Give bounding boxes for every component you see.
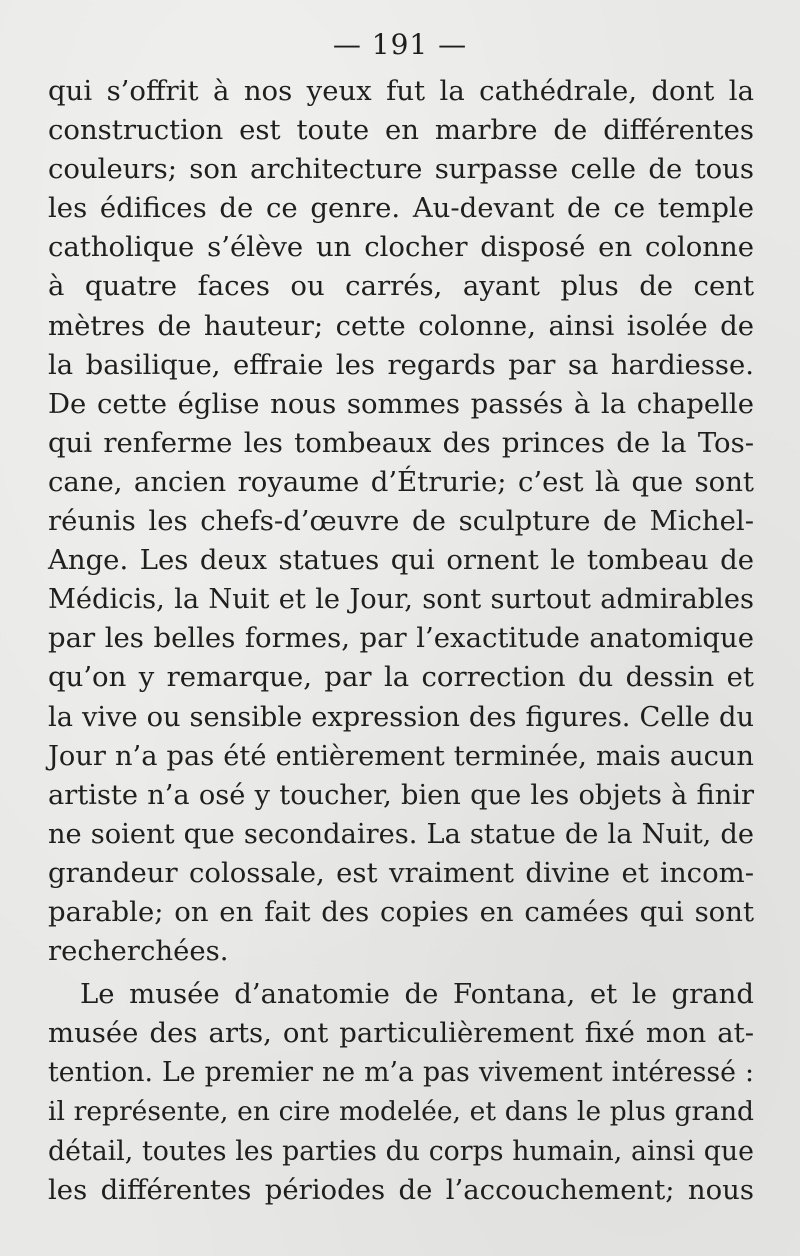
text-line: artiste n’a osé y toucher, bien que les objets à finir bbox=[48, 779, 754, 811]
text-line: mètres de hauteur; cette colonne, ainsi isolée de bbox=[48, 309, 754, 342]
text-line: réunis les chefs-d’œuvre de sculpture de Michel- bbox=[48, 505, 754, 538]
text-line: la vive ou sensible expression des figures. Celle du bbox=[48, 701, 754, 733]
paragraph-1 bbox=[48, 72, 754, 971]
text-line: qui renferme les tombeaux des princes de la Tos- bbox=[48, 426, 754, 459]
text-line: Médicis, la Nuit et le Jour, sont surtout admirables bbox=[48, 584, 754, 616]
text-line: ne soient que secondaires. La statue de la Nuit, de bbox=[48, 818, 754, 850]
page-number: — 191 — bbox=[332, 28, 468, 61]
text-line: grandeur colossale, est vraiment divine et incom- bbox=[48, 856, 754, 889]
text-line: Le musée d’anatomie de Fontana, et le grand bbox=[80, 978, 754, 1011]
text-line: tention. Le premier ne m’a pas vivement intéressé : bbox=[48, 1057, 754, 1089]
body-text bbox=[48, 72, 754, 1210]
text-line: à quatre faces ou carrés, ayant plus de cent bbox=[48, 270, 754, 303]
text-line: musée des arts, ont particulièrement fixé mon at- bbox=[48, 1017, 754, 1050]
text-line: par les belles formes, par l’exactitude anatomique bbox=[48, 622, 754, 655]
text-line: cane, ancien royaume d’Étrurie; c’est là que sont bbox=[48, 465, 754, 498]
text-line: les différentes périodes de l’accouchement; nous bbox=[48, 1173, 754, 1206]
text-line: il représente, en cire modelée, et dans le plus grand bbox=[48, 1096, 754, 1128]
text-line: couleurs; son architecture surpasse celle de tous bbox=[48, 153, 754, 186]
paragraph-2 bbox=[48, 975, 754, 1210]
text-line: détail, toutes les parties du corps humain, ainsi que bbox=[48, 1135, 754, 1167]
text-line: parable; on en fait des copies en camées qui sont bbox=[48, 895, 754, 928]
text-line: qu’on y remarque, par la correction du dessin et bbox=[48, 661, 754, 694]
text-line: qui s’offrit à nos yeux fut la cathédrale, dont la bbox=[48, 75, 754, 107]
text-line: recherchées. bbox=[48, 935, 229, 968]
text-line: catholique s’élève un clocher disposé en colonne bbox=[48, 231, 754, 264]
text-line: construction est toute en marbre de différentes bbox=[48, 114, 754, 147]
text-line: De cette église nous sommes passés à la chapelle bbox=[48, 387, 754, 420]
text-line: les édifices de ce genre. Au-devant de ce temple bbox=[48, 192, 754, 225]
text-line: Jour n’a pas été entièrement terminée, mais aucun bbox=[48, 740, 754, 772]
text-line: la basilique, effraie les regards par sa hardiesse. bbox=[48, 348, 754, 381]
text-line: Ange. Les deux statues qui ornent le tombeau de bbox=[48, 544, 754, 577]
